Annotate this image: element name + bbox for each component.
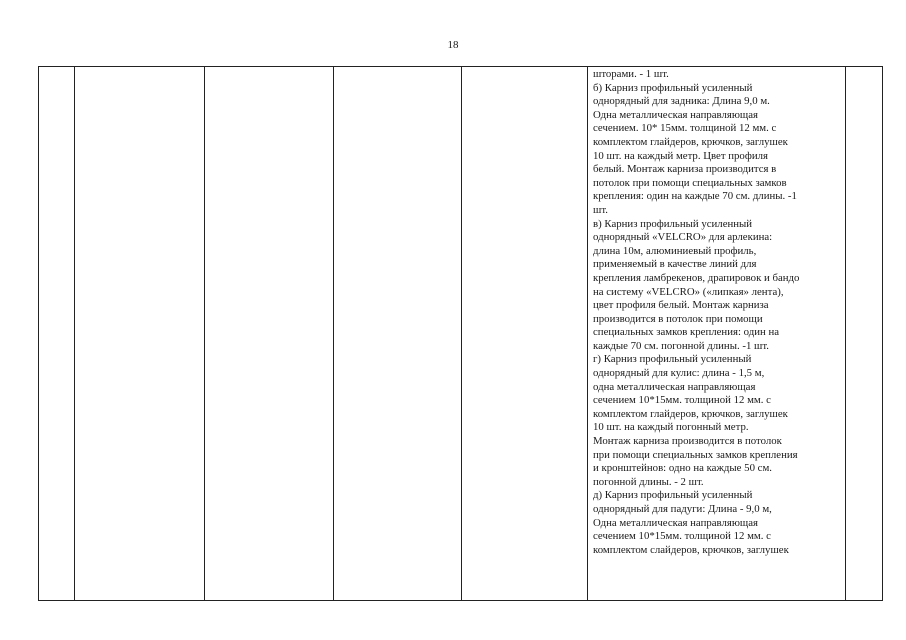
description-line: однорядный для падуги: Длина - 9,0 м, xyxy=(593,503,772,515)
description-text xyxy=(593,68,845,557)
description-line: крепления ламбрекенов, драпировок и бандо xyxy=(593,271,800,284)
description-line: однорядный для задника: Длина 9,0 м. xyxy=(593,95,770,108)
description-line: в) Карниз профильный усиленный xyxy=(593,217,753,230)
table-cell-index xyxy=(39,67,75,601)
description-line: 10 шт. на каждый метр. Цвет профиля xyxy=(593,149,768,162)
description-line: сечением 10*15мм. толщиной 12 мм. с xyxy=(593,394,771,407)
table-cell-7 xyxy=(846,67,883,601)
description-line: комплектом глайдеров, крючков, заглушек xyxy=(593,407,788,420)
description-line: длина 10м, алюминиевый профиль, xyxy=(593,244,757,257)
description-line: каждые 70 см. погонной длины. -1 шт. xyxy=(593,339,769,352)
table-cell-description xyxy=(588,67,846,601)
description-line: на систему «VELCRO» («липкая» лента), xyxy=(593,285,784,298)
description-line: д) Карниз профильный усиленный xyxy=(593,489,753,502)
description-line: цвет профиля белый. Монтаж карниза xyxy=(593,299,769,312)
description-line: г) Карниз профильный усиленный xyxy=(593,353,752,366)
description-line: шторами. - 1 шт. xyxy=(593,68,669,80)
description-line: шт. xyxy=(593,203,608,216)
description-line: погонной длины. - 2 шт. xyxy=(593,475,704,488)
description-line: комплектом слайдеров, крючков, заглушек xyxy=(593,543,789,556)
description-line: и кронштейнов: одно на каждые 50 см. xyxy=(593,462,772,475)
description-line: б) Карниз профильный усиленный xyxy=(593,81,753,94)
description-line: при помощи специальных замков крепления xyxy=(593,448,798,461)
description-line: Монтаж карниза производится в потолок xyxy=(593,435,782,448)
description-line: производится в потолок при помощи xyxy=(593,312,763,325)
description-line: потолок при помощи специальных замков xyxy=(593,176,787,189)
description-line: сечением. 10* 15мм. толщиной 12 мм. с xyxy=(593,122,777,135)
description-line: специальных замков крепления: один на xyxy=(593,326,780,339)
description-line: применяемый в качестве линий для xyxy=(593,258,757,271)
description-line: Одна металлическая направляющая xyxy=(593,108,759,121)
specification-table xyxy=(38,66,883,601)
description-line: Одна металлическая направляющая xyxy=(593,516,759,529)
description-line: белый. Монтаж карниза производится в xyxy=(593,163,777,176)
description-line: однорядный для кулис: длина - 1,5 м, xyxy=(593,367,765,380)
table-cell-5 xyxy=(462,67,588,601)
page-number: 18 xyxy=(447,39,459,51)
table-cell-2 xyxy=(75,67,205,601)
description-line: одна металлическая направляющая xyxy=(593,380,756,393)
description-line: однорядный «VELCRO» для арлекина: xyxy=(593,231,773,244)
table-cell-3 xyxy=(205,67,334,601)
description-line: 10 шт. на каждый погонный метр. xyxy=(593,421,749,434)
table-row xyxy=(39,67,883,601)
description-line: комплектом глайдеров, крючков, заглушек xyxy=(593,135,788,148)
table-cell-4 xyxy=(334,67,462,601)
description-line: крепления: один на каждые 70 см. длины. -1 xyxy=(593,190,797,203)
description-line: сечением 10*15мм. толщиной 12 мм. с xyxy=(593,530,771,543)
